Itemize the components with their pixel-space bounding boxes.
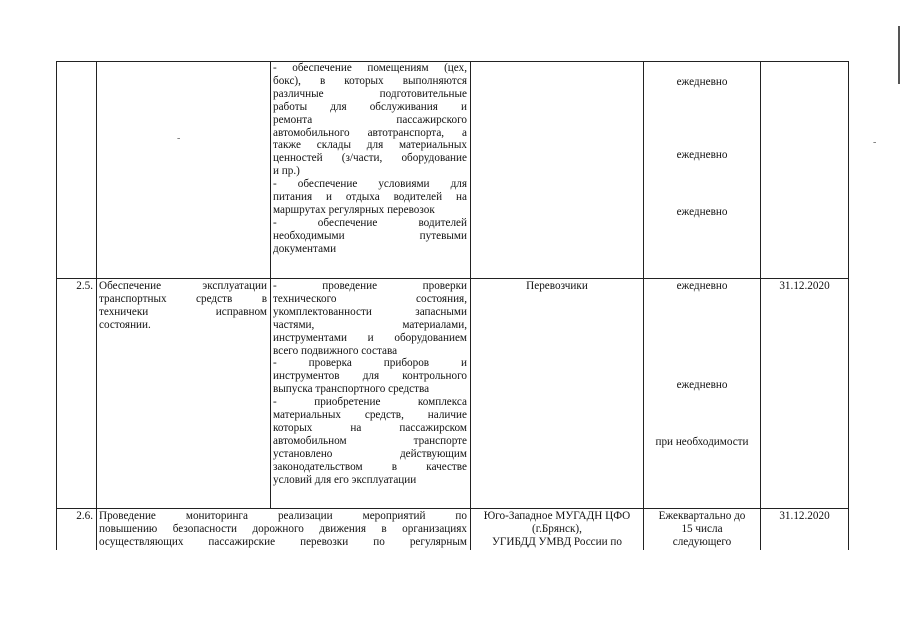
row3-executor — [471, 510, 643, 549]
measure-item — [273, 178, 467, 204]
row3-period — [644, 510, 760, 549]
title-text — [99, 510, 467, 549]
scan-edge-line — [898, 26, 900, 84]
text-line: Обеспечение эксплуатации — [99, 280, 267, 292]
measure-item — [273, 217, 467, 243]
text-line: документами — [273, 242, 337, 255]
column-border — [848, 61, 849, 550]
row3-title — [99, 510, 467, 549]
stray-mark-right: - — [873, 137, 877, 148]
row2-measures — [273, 280, 467, 487]
row2-executor: Перевозчики — [526, 280, 588, 292]
row-separator — [56, 508, 848, 509]
text-line: работы для обслуживания и — [273, 100, 467, 113]
measure-item — [273, 396, 467, 473]
text-line: - проверка приборов и — [273, 357, 467, 370]
text-line: осуществляющих пассажирские перевозки по регулярным — [99, 535, 467, 548]
text-line: транспортных средств в — [99, 292, 267, 305]
measure-item — [273, 357, 467, 383]
text-line: - приобретение комплекса — [273, 396, 467, 409]
text-line: повышению безопасности дорожного движения в организациях — [99, 522, 467, 535]
column-border — [270, 61, 271, 509]
text-line: 15 числа — [681, 522, 723, 535]
row2-period-3: при необходимости — [655, 436, 749, 448]
text-line: автомобильного автотранспорта, а — [273, 126, 467, 139]
text-line: которых на пассажирском — [273, 421, 467, 434]
text-line: техничеки исправном — [99, 305, 267, 318]
stray-mark-left: - — [177, 133, 181, 144]
column-border — [760, 61, 761, 550]
row2-deadline: 31.12.2020 — [779, 280, 830, 292]
text-line: - обеспечение помещениям (цех, — [273, 62, 467, 74]
text-line: бокс), в которых выполняются — [273, 74, 467, 87]
measure-item — [273, 62, 467, 165]
column-border — [56, 61, 57, 550]
text-line: и пр.) — [273, 165, 300, 178]
text-line: Ежеквартально до — [658, 510, 746, 522]
column-border — [470, 61, 471, 550]
text-line: также склады для материальных — [273, 139, 467, 152]
text-line: Юго-Западное МУГАДН ЦФО — [483, 510, 631, 522]
text-line: технического состояния, — [273, 292, 467, 305]
title-text — [99, 280, 267, 319]
text-line: состоянии. — [99, 318, 151, 331]
row-number: 2.5. — [76, 280, 93, 292]
text-line: - обеспечение водителей — [273, 216, 467, 229]
row2-title — [99, 280, 267, 332]
text-line: следующего — [672, 535, 732, 548]
column-border — [96, 61, 97, 550]
row1-period-2: ежедневно — [676, 149, 728, 161]
text-line: (г.Брянск), — [532, 522, 582, 535]
row2-period-2: ежедневно — [676, 379, 728, 391]
text-line: автомобильном транспорте — [273, 434, 467, 447]
text-line: укомплектованности запасными — [273, 305, 467, 318]
text-line: материальных средств, наличие — [273, 409, 467, 422]
text-line: всего подвижного состава — [273, 344, 398, 357]
row2-period-1: ежедневно — [676, 280, 728, 292]
row1-period-1: ежедневно — [676, 76, 728, 88]
text-line: ценностей (з/части, оборудование — [273, 152, 467, 165]
text-line: необходимыми путевыми — [273, 229, 467, 242]
row1-period-3: ежедневно — [676, 206, 728, 218]
text-line: - проведение проверки — [273, 280, 467, 292]
text-line: питания и отдыха водителей на — [273, 191, 467, 204]
text-line: инструментами и оборудованием — [273, 331, 467, 344]
text-line: частями, материалами, — [273, 318, 467, 331]
row-separator — [56, 278, 848, 279]
text-line: различные подготовительные — [273, 87, 467, 100]
text-line: ремонта пассажирского — [273, 113, 467, 126]
text-line: УГИБДД УМВД России по — [492, 535, 622, 548]
text-line: инструментов для контрольного — [273, 370, 467, 383]
text-line: условий для его эксплуатации — [273, 473, 417, 486]
text-line: установлено действующим — [273, 447, 467, 460]
column-border — [643, 61, 644, 550]
row-number: 2.6. — [76, 510, 93, 522]
text-line: Проведение мониторинга реализации мероприятий по — [99, 510, 467, 522]
text-line: выпуска транспортного средства — [273, 383, 430, 396]
measure-item — [273, 280, 467, 345]
row1-measures — [273, 62, 467, 256]
text-line: - обеспечение условиями для — [273, 178, 467, 191]
row3-deadline: 31.12.2020 — [779, 510, 830, 522]
text-line: законодательством в качестве — [273, 460, 467, 473]
text-line: маршрутах регулярных перевозок — [273, 203, 435, 216]
